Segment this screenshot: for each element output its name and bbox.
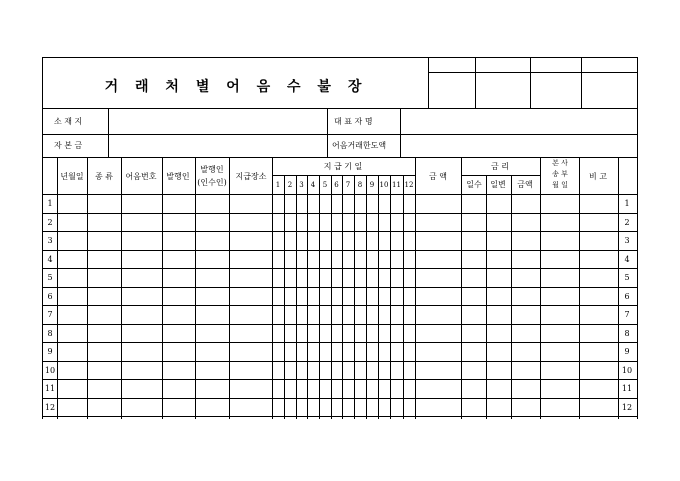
date-header: 년월일	[60, 172, 84, 181]
interest-rate-header: 일변	[490, 180, 506, 189]
grid-line	[296, 175, 297, 419]
row-number-left: 6	[47, 292, 53, 301]
grid-line	[42, 250, 638, 251]
grid-line	[42, 398, 638, 399]
grid-line	[42, 108, 638, 109]
grid-line	[581, 57, 582, 109]
interest-days-header: 일수	[466, 180, 482, 189]
issuer-header-line1: 발행인	[200, 165, 224, 174]
note-number-header: 어음번호	[125, 172, 157, 181]
hq-send-header-line1: 본 사	[552, 159, 568, 167]
grid-line	[400, 108, 401, 158]
grid-line	[354, 175, 355, 419]
due-day-4: 4	[310, 181, 316, 189]
due-day-5: 5	[322, 181, 328, 189]
grid-line	[319, 175, 320, 419]
grid-line	[530, 57, 531, 109]
due-day-6: 6	[334, 181, 339, 189]
grid-line	[42, 416, 638, 417]
grid-line	[272, 175, 416, 176]
grid-line	[637, 57, 638, 419]
row-number-right: 11	[621, 384, 633, 393]
row-number-right: 6	[624, 292, 630, 301]
grid-line	[42, 268, 638, 269]
grid-line	[390, 175, 391, 419]
grid-line	[511, 175, 512, 419]
grid-line	[366, 175, 367, 419]
row-number-left: 10	[44, 366, 56, 375]
grid-line	[327, 108, 328, 158]
row-number-right: 4	[624, 255, 630, 264]
row-number-right: 3	[624, 236, 630, 245]
due-day-7: 7	[345, 181, 351, 189]
grid-line	[475, 57, 476, 109]
grid-line	[331, 175, 332, 419]
row-number-left: 2	[47, 218, 53, 227]
row-number-right: 5	[624, 273, 630, 282]
due-day-12: 12	[404, 181, 414, 189]
due-day-2: 2	[287, 181, 293, 189]
grid-line	[342, 175, 343, 419]
grid-line	[42, 157, 638, 158]
row-number-left: 12	[44, 403, 56, 412]
type-header: 종 류	[95, 172, 113, 181]
grid-line	[284, 175, 285, 419]
row-number-right: 7	[624, 310, 630, 319]
representative-label: 대 표 자 명	[334, 117, 373, 126]
row-number-left: 8	[47, 329, 53, 338]
grid-line	[108, 108, 109, 158]
grid-line	[461, 175, 541, 176]
due-day-1: 1	[275, 181, 281, 189]
row-number-left: 7	[47, 310, 53, 319]
amount-header: 금 액	[429, 172, 447, 181]
grid-line	[42, 231, 638, 232]
grid-line	[403, 175, 404, 419]
row-number-left: 9	[47, 347, 53, 356]
row-number-left: 5	[47, 273, 53, 282]
issuer-header-line2: (인수인)	[197, 178, 227, 187]
row-number-right: 10	[621, 366, 633, 375]
row-number-left: 11	[44, 384, 56, 393]
grid-line	[42, 361, 638, 362]
due-date-header: 지 급 기 일	[323, 162, 363, 171]
grid-line	[42, 194, 638, 195]
interest-header: 금 리	[491, 162, 509, 171]
interest-amount-header: 금액	[517, 180, 533, 189]
row-number-right: 1	[624, 199, 630, 208]
grid-line	[428, 57, 429, 109]
grid-line	[378, 175, 379, 419]
grid-line	[42, 57, 43, 419]
due-day-9: 9	[369, 181, 375, 189]
grid-line	[42, 213, 638, 214]
grid-line	[42, 134, 638, 135]
grid-line	[42, 342, 638, 343]
hq-send-header-line2: 송 부	[552, 170, 568, 178]
hq-send-header-line3: 월 일	[552, 181, 568, 189]
due-day-8: 8	[357, 181, 363, 189]
row-number-left: 1	[47, 199, 53, 208]
row-number-right: 12	[621, 403, 633, 412]
note-limit-label: 어음거래한도액	[332, 141, 387, 150]
row-number-left: 4	[47, 255, 53, 264]
row-number-left: 3	[47, 236, 53, 245]
row-number-right: 2	[624, 218, 630, 227]
pay-place-header: 지급장소	[235, 172, 267, 181]
due-day-3: 3	[299, 181, 304, 189]
grid-line	[42, 379, 638, 380]
grid-line	[42, 324, 638, 325]
grid-line	[486, 175, 487, 419]
row-number-right: 9	[624, 347, 630, 356]
due-day-10: 10	[379, 181, 389, 189]
grid-line	[307, 175, 308, 419]
grid-line	[42, 305, 638, 306]
location-label: 소 재 지	[54, 117, 83, 126]
grid-line	[42, 57, 638, 58]
grid-line	[42, 287, 638, 288]
row-number-right: 8	[624, 329, 630, 338]
remarks-header: 비 고	[589, 172, 607, 181]
capital-label: 자 본 금	[54, 141, 83, 150]
grid-line	[428, 72, 638, 73]
issue-person-header: 발행인	[166, 172, 190, 181]
due-day-11: 11	[392, 181, 401, 189]
page-title: 거 래 처 별 어 음 수 불 장	[104, 79, 368, 95]
